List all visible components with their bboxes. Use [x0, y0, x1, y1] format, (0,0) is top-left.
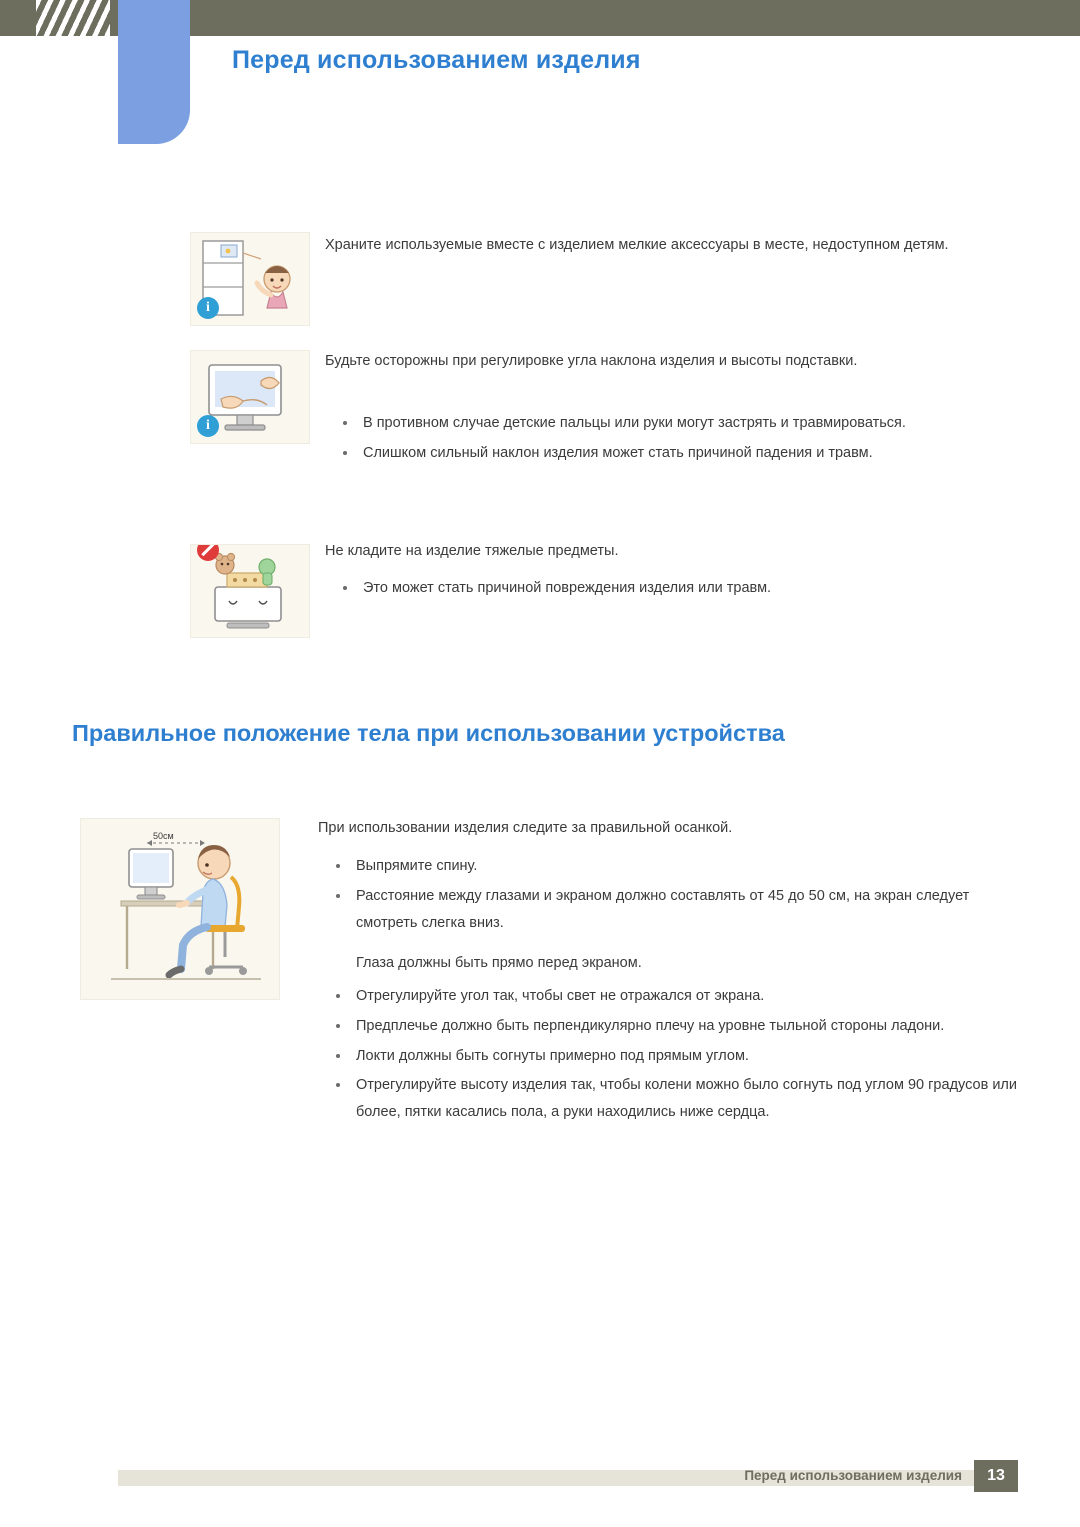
info-icon: i	[197, 415, 219, 437]
block-3-bullets	[325, 575, 985, 605]
posture-paragraph: При использовании изделия следите за правильной осанкой.	[318, 820, 733, 836]
block-3-paragraph: Не кладите на изделие тяжелые предметы.	[325, 543, 619, 559]
list-item: Слишком сильный наклон изделия может стать причиной падения и травм.	[325, 440, 985, 467]
list-item: Выпрямите спину.	[318, 853, 1018, 880]
list-item: Локти должны быть согнуты примерно под прямым углом.	[318, 1043, 1018, 1070]
list-item: Это может стать причиной повреждения изделия или травм.	[325, 575, 985, 602]
figure-heavy-objects-on-product	[190, 544, 310, 638]
posture-bullets-bottom	[318, 983, 1018, 1129]
list-item: Отрегулируйте угол так, чтобы свет не отражался от экрана.	[318, 983, 1018, 1010]
list-item: Предплечье должно быть перпендикулярно плечу на уровне тыльной стороны ладони.	[318, 1013, 1018, 1040]
list-item: Отрегулируйте высоту изделия так, чтобы колени можно было согнуть под углом 90 градусов или более, пятки касались пола, а руки находились ниже сердца.	[318, 1072, 1018, 1126]
figure-tilt-adjust-hands	[190, 350, 310, 444]
section-heading: Правильное положение тела при использовании устройства	[72, 720, 785, 746]
list-item: В противном случае детские пальцы или руки могут застрять и травмироваться.	[325, 410, 985, 437]
svg-text:50см: 50см	[153, 831, 174, 841]
illustration-person-at-desk	[81, 819, 280, 1000]
block-2-bullets	[325, 410, 985, 470]
page-number: 13	[974, 1460, 1018, 1492]
page-title: Перед использованием изделия	[232, 46, 641, 74]
footer-title: Перед использованием изделия	[744, 1468, 962, 1483]
block-1-paragraph: Храните используемые вместе с изделием мелкие аксессуары в месте, недоступном детям.	[325, 237, 949, 253]
posture-sub-line: Глаза должны быть прямо перед экраном.	[356, 955, 642, 971]
figure-small-accessories-child	[190, 232, 310, 326]
posture-bullets-top	[318, 853, 1018, 939]
block-2-paragraph: Будьте осторожны при регулировке угла наклона изделия и высоты подставки.	[325, 353, 858, 369]
info-icon: i	[197, 297, 219, 319]
list-item: Расстояние между глазами и экраном должно составлять от 45 до 50 см, на экран следует смотреть слегка вниз.	[318, 883, 1018, 937]
figure-correct-posture	[80, 818, 280, 1000]
